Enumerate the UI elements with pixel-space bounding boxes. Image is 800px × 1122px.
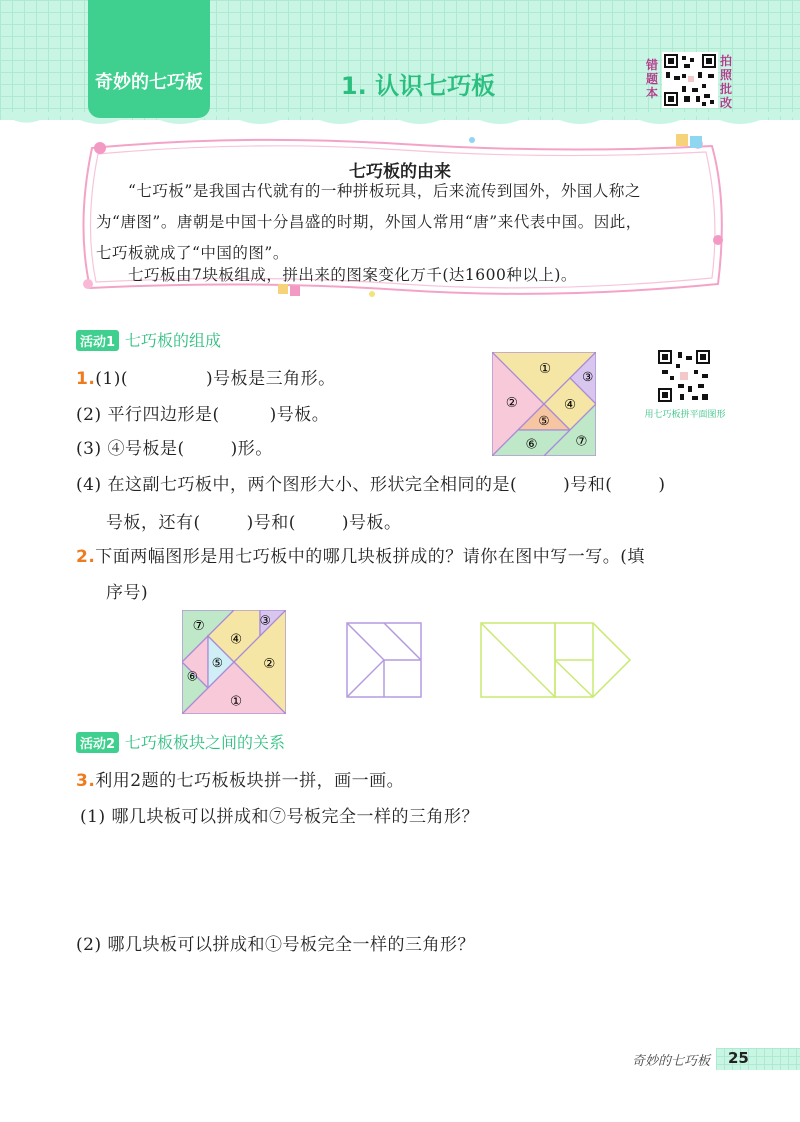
page-number: 25 [728, 1049, 749, 1067]
q2-number: 2. [76, 547, 96, 567]
outline-figure-a[interactable] [346, 622, 422, 698]
q1-part3-text-a: (3) ④号板是( [76, 439, 185, 459]
q2-text-line1: 下面两幅图形是用七巧板中的哪几块板拼成的？请你在图中写一写。(填 [95, 547, 645, 567]
intro-paragraph-line1: “七巧板”是我国古代就有的一种拼板玩具，后来流传到国外，外国人称之 [128, 182, 641, 200]
q1-part4-text-c: ) [658, 475, 666, 495]
tangram1-label-6: ⑥ [525, 436, 538, 453]
q3-text-line1: 利用2题的七巧板板块拼一拼，画一画。 [95, 771, 405, 791]
footer-chapter-title: 奇妙的七巧板 [631, 1054, 710, 1069]
q2-line1 [76, 542, 645, 567]
q1-part4-line2-text-b: )号和( [246, 513, 296, 533]
intro-title: 七巧板的由来 [349, 162, 451, 182]
qr-code-icon[interactable] [662, 52, 718, 108]
activity2-title: 七巧板板块之间的关系 [125, 733, 286, 752]
q3-part1-answer-area[interactable] [80, 834, 720, 920]
q3-part1: (1) 哪几块板可以拼成和⑦号板完全一样的三角形？ [80, 807, 479, 827]
qr-left-label: 错题本 [646, 58, 659, 100]
tangram2-label-6: ⑥ [186, 668, 198, 684]
chapter-tab [88, 0, 210, 118]
q1-number: 1. [76, 369, 96, 389]
q3-part2-answer-area[interactable] [80, 962, 720, 1042]
q1-part4-text-a: (4) 在这副七巧板中，两个图形大小、形状完全相同的是( [76, 475, 518, 495]
qr-side-caption: 用七巧板拼平面图形 [644, 410, 726, 420]
tangram2-label-1: ① [230, 693, 243, 710]
tangram2-label-7: ⑦ [192, 617, 205, 634]
tangram2-label-2: ② [263, 656, 276, 673]
q1-part3-text-b: )形。 [230, 439, 273, 459]
tangram1-label-3: ③ [582, 369, 594, 385]
outline-figure-b[interactable] [480, 622, 632, 698]
activity2-heading [76, 730, 285, 753]
q1-part1-text-a: (1)( [95, 369, 129, 389]
tangram1-label-2: ② [505, 395, 518, 412]
q1-part2-text-a: (2) 平行四边形是( [76, 405, 220, 425]
tangram1-label-7: ⑦ [575, 433, 588, 450]
q3-part2: (2) 哪几块板可以拼成和①号板完全一样的三角形？ [76, 935, 475, 955]
qr-right-label: 拍照批改 [720, 54, 733, 110]
activity1-badge: 活动1 [76, 330, 119, 351]
intro-paragraph-2: 七巧板由7块板组成，拼出来的图案变化万千(达1600种以上)。 [128, 266, 577, 284]
tangram-figure-1 [492, 352, 596, 456]
activity1-heading [76, 328, 221, 351]
q1-part4-line1 [76, 470, 666, 495]
activity1-title: 七巧板的组成 [125, 331, 222, 350]
q3-line1 [76, 766, 404, 791]
tangram2-label-5: ⑤ [211, 655, 223, 671]
q1-part4-line2-text-a: 号板，还有( [106, 513, 201, 533]
q1-part4-line2-text-c: )号板。 [341, 513, 402, 533]
chapter-title: 奇妙的七巧板 [95, 72, 203, 93]
q2-line2: 序号) [106, 583, 149, 603]
tangram2-label-4: ④ [230, 631, 243, 648]
tangram-figure-2 [182, 610, 286, 714]
q1-part1 [76, 364, 336, 389]
activity2-badge: 活动2 [76, 732, 119, 753]
intro-paragraph-line2: 为“唐图”。唐朝是中国十分昌盛的时期，外国人常用“唐”来代表中国。因此， [96, 213, 642, 231]
lesson-title: 1. 认识七巧板 [340, 72, 496, 100]
q1-part3 [76, 434, 273, 459]
tangram2-label-3: ③ [259, 612, 271, 628]
tangram1-label-5: ⑤ [538, 412, 550, 428]
q3-number: 3. [76, 771, 96, 791]
q1-part2-text-b: )号板。 [269, 405, 330, 425]
tangram1-label-1: ① [538, 360, 552, 377]
q1-part4-line2 [106, 508, 402, 533]
intro-paragraph-line3: 七巧板就成了“中国的图”。 [96, 244, 289, 262]
tangram1-label-4: ④ [563, 397, 577, 414]
q1-part4-text-b: )号和( [563, 475, 613, 495]
q1-part2 [76, 400, 329, 425]
q1-part1-text-b: )号板是三角形。 [206, 369, 336, 389]
qr-code-side-icon[interactable] [656, 348, 712, 404]
